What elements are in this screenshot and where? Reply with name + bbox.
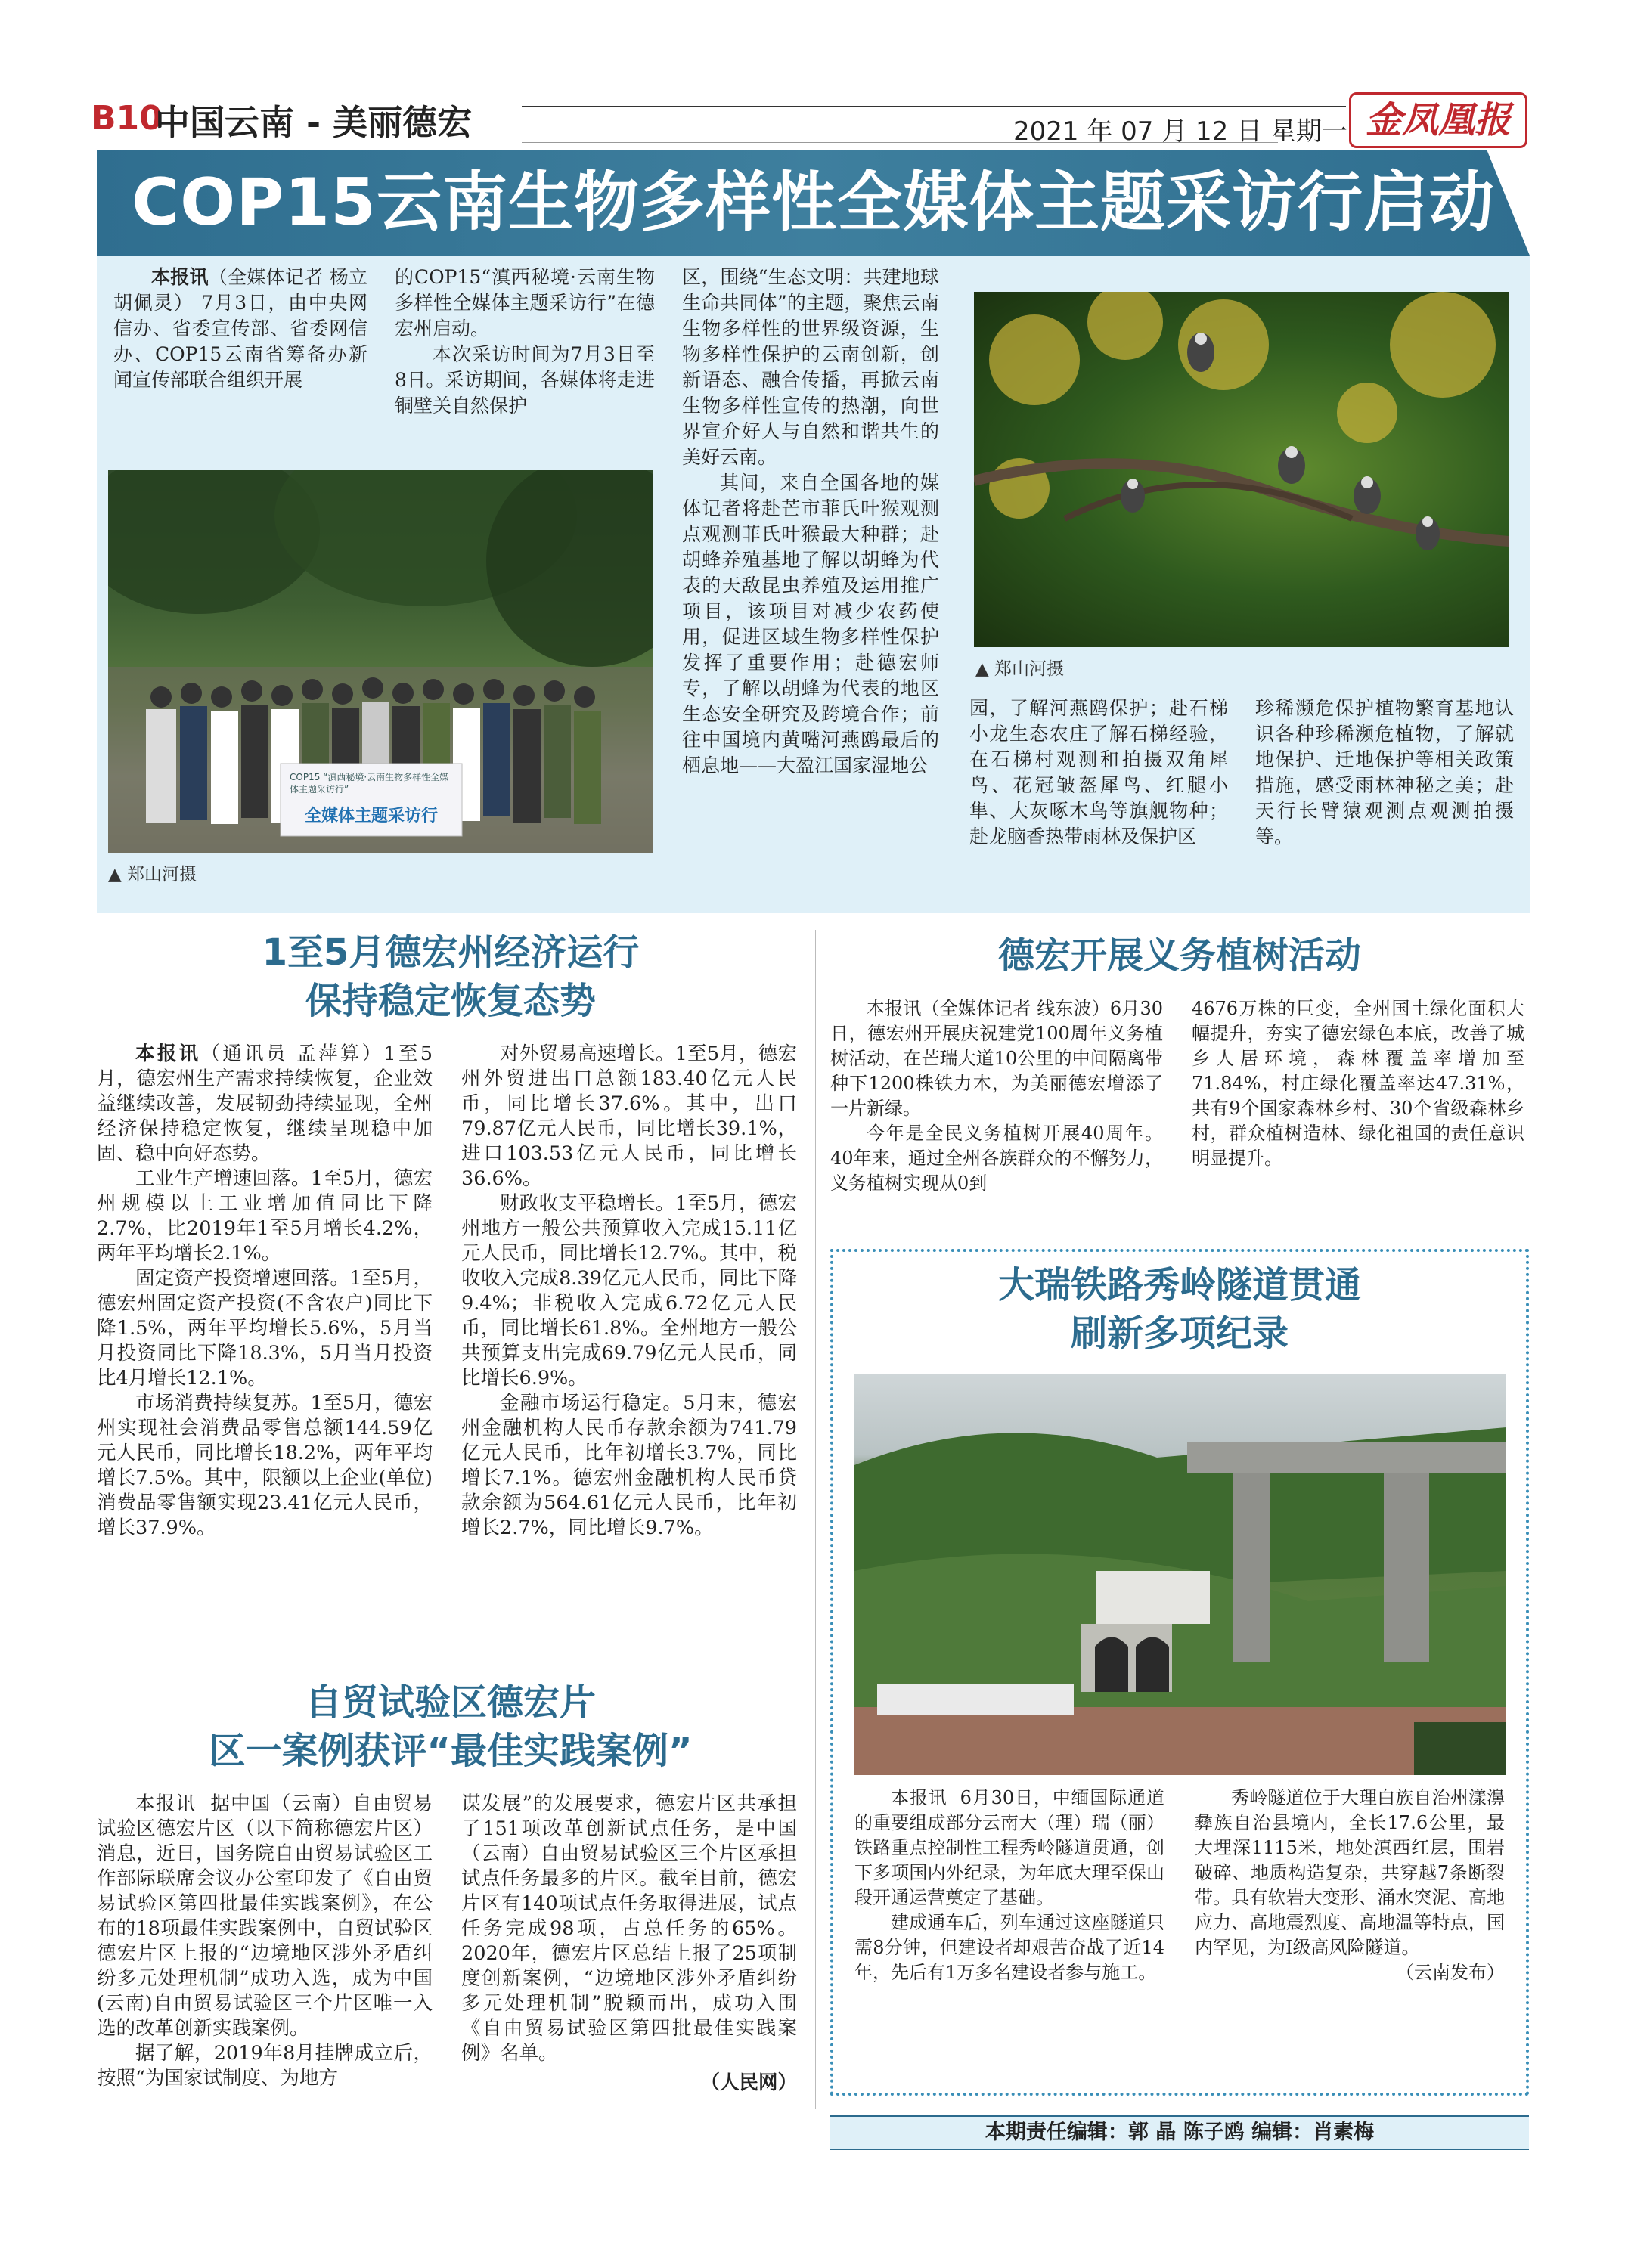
trees-paragraph: 今年是全民义务植树开展40周年。40年来，通过全州各族群众的不懈努力，义务植树实现从0到 [830, 1123, 1163, 1194]
trees-paragraph: 4676万株的巨变，全州国土绿化面积大幅提升，夯实了德宏绿色本底，改善了城乡人居环境，森林覆盖率增加至71.84%，村庄绿化覆盖率达47.31%，共有9个国家森林乡村、30个省级森林乡村，群众植树造林、绿化祖国的责任意识明显提升。 [1192, 998, 1524, 1169]
trees-paragraph: 本报讯（全媒体记者 线东波）6月30日，德宏州开展庆祝建党100周年义务植树活动，在芒瑞大道10公里的中间隔离带种下1200株铁力木，为美丽德宏增添了一片新绿。 [830, 998, 1164, 1119]
economy-column-1 [97, 1042, 433, 1541]
trees-column-2 [1192, 996, 1524, 1171]
column-divider [815, 930, 816, 2109]
monkey-photo [974, 292, 1509, 647]
header-rule [522, 106, 1346, 107]
source-credit: （人民网） [700, 2071, 797, 2094]
tunnel-photo [854, 1374, 1506, 1775]
editor-credits: 本期责任编辑：郭 晶 陈子鸥 编辑：肖素梅 [985, 2121, 1375, 2144]
economy-paragraph: 对外贸易高速增长。1至5月，德宏州外贸进出口总额183.40亿元人民币，同比增长37.6%。其中，出口79.87亿元人民币，同比增长39.1%，进口103.53亿元人民币，同比增长36.6%。 [461, 1043, 797, 1190]
page-number: B10 [91, 99, 163, 138]
banner-small-text: COP15 “滇西秘境·云南生物多样性全媒体主题采访行” [290, 772, 449, 795]
cop15-paragraph: 园，了解河燕鸥保护；赴石梯小龙生态农庄了解石梯经验，在石梯村观测和拍摄双角犀鸟、花冠皱盔犀鸟、红腿小隼、大灰啄木鸟等旗舰物种；赴龙脑香热带雨林及保护区 [969, 697, 1228, 847]
ftz-column-2 [461, 1792, 797, 2096]
cop15-paragraph: 的COP15“滇西秘境·云南生物多样性全媒体主题采访行”在德宏州启动。 [395, 266, 655, 339]
banner-title: COP15云南生物多样性全媒体主题采访行启动 [132, 165, 1495, 240]
tunnel-paragraph: 建成通车后，列车通过这座隧道只需8分钟，但建设者却艰苦奋战了近14年，先后有1万多名建设者参与施工。 [854, 1912, 1164, 1983]
ftz-headline: 自贸试验区德宏片 区一案例获评“最佳实践案例” [209, 1681, 693, 1772]
cop15-column-3 [682, 265, 939, 779]
economy-paragraph: 工业生产增速回落。1至5月，德宏州规模以上工业增加值同比下降2.7%，比2019年1至5月增长4.2%，两年平均增长2.1%。 [97, 1167, 433, 1265]
economy-paragraph: 财政收支平稳增长。1至5月，德宏州地方一般公共预算收入完成15.11亿元人民币，同比增长12.7%。其中，税收收入完成8.39亿元人民币，同比下降9.4%；非税收入完成6.72亿元人民币，同比增长61.8%。全州地方一般公共预算支出完成69.79亿元人民币，同比增长6.9%。 [461, 1192, 797, 1390]
tunnel-paragraph: 本报讯 6月30日，中缅国际通道的重要组成部分云南大（理）瑞（丽）铁路重点控制性工程秀岭隧道贯通，创下多项国内外纪录，为年底大理至保山段开通运营奠定了基础。 [854, 1787, 1165, 1908]
group-photo-illustration [108, 470, 653, 853]
trees-column-1 [830, 996, 1163, 1196]
banner-main-text: 全媒体主题采访行 [304, 807, 438, 826]
economy-column-2 [461, 1042, 797, 1541]
economy-paragraph: 固定资产投资增速回落。1至5月，德宏州固定资产投资(不含农户)同比下降1.5%，两年平均增长5.6%，5月当月投资同比下降18.3%，5月当月投资比4月增长12.1%。 [97, 1267, 433, 1390]
cop15-paragraph: 本次采访时间为7月3日至8日。采访期间，各媒体将走进铜壁关自然保护 [395, 343, 655, 417]
cop15-paragraph: 其间，来自全国各地的媒体记者将赴芒市菲氏叶猴观测点观测菲氏叶猴最大种群；赴胡蜂养殖基地了解以胡蜂为代表的天敌昆虫养殖及运用推广项目，该项目对减少农药使用，促进区域生物多样性保护发挥了重要作用；赴德宏师专，了解以胡蜂为代表的地区生态安全研究及跨境合作；前往中国境内黄嘴河燕鸥最后的栖息地——大盈江国家湿地公 [682, 472, 939, 776]
tunnel-paragraph: 秀岭隧道位于大理白族自治州漾濞彝族自治县境内，全长17.6公里，最大埋深1115米，地处滇西红层，围岩破碎、地质构造复杂，共穿越7条断裂带。具有软岩大变形、涌水突泥、高地应力、高地震烈度、高地温等特点，国内罕见，为Ⅰ级高风险隧道。 [1195, 1787, 1505, 1958]
cop15-paragraph: 区，围绕“生态文明：共建地球生命共同体”的主题，聚焦云南生物多样性的世界级资源，生物多样性保护的云南创新，创新语态、融合传播，再掀云南生物多样性宣传的热潮，向世界宣介好人与自然和谐共生的美好云南。 [682, 266, 939, 468]
issue-date: 2021 年 07 月 12 日 星期一 [1013, 116, 1347, 147]
source-credit: （云南发布） [1396, 1962, 1505, 1983]
group-photo [108, 470, 653, 853]
photo-credit: ▲ 郑山河摄 [975, 659, 1064, 679]
cop15-column-1 [113, 265, 367, 393]
cop15-column-5 [1255, 696, 1514, 850]
economy-paragraph: 金融市场运行稳定。5月末，德宏州金融机构人民币存款余额为741.79亿元人民币，比年初增长3.7%，同比增长7.1%。德宏州金融机构人民币贷款余额为564.61亿元人民币，比年初增长2.7%，同比增长9.7%。 [461, 1392, 797, 1539]
tunnel-headline: 大瑞铁路秀岭隧道贯通 刷新多项纪录 [997, 1264, 1361, 1355]
ftz-column-1 [97, 1792, 433, 2091]
cop15-paragraph: 珍稀濒危保护植物繁育基地认识各种珍稀濒危植物，了解就地保护、迁地保护等相关政策措施，感受雨林神秘之美；赴天行长臂猿观测点观测拍摄等。 [1255, 697, 1514, 847]
cop15-column-4 [969, 696, 1228, 850]
tunnel-photo-illustration [854, 1374, 1506, 1775]
economy-paragraph: 市场消费持续复苏。1至5月，德宏州实现社会消费品零售总额144.59亿元人民币，同比增长18.2%，两年平均增长7.5%。其中，限额以上企业(单位)消费品零售额实现23.41亿元人民币，增长37.9%。 [97, 1392, 433, 1539]
tunnel-column-1 [854, 1786, 1164, 1985]
ftz-paragraph: 本报讯 据中国（云南）自由贸易试验区德宏片区（以下简称德宏片区）消息，近日，国务院自由贸易试验区工作部际联席会议办公室印发了《自由贸易试验区第四批最佳实践案例》，在公布的18项最佳实践案例中，自贸试验区德宏片区上报的“边境地区涉外矛盾纠纷多元处理机制”成功入选，成为中国(云南)自由贸易试验区三个片区唯一入选的改革创新实践案例。 [97, 1792, 433, 2040]
cop15-column-2 [395, 265, 655, 419]
economy-headline: 1至5月德宏州经济运行 保持稳定恢复态势 [262, 931, 640, 1022]
trees-headline: 德宏开展义务植树活动 [997, 934, 1361, 977]
dateline: 本报讯 [151, 266, 209, 288]
tunnel-column-2 [1195, 1786, 1505, 1985]
monkey-photo-illustration [974, 292, 1509, 647]
photo-credit: ▲ 郑山河摄 [108, 865, 197, 885]
masthead-logo: 金凤凰报 [1349, 92, 1527, 148]
ftz-paragraph: 谋发展”的发展要求，德宏片区共承担了151项改革创新试点任务，是中国（云南）自由贸易试验区三个片区承担试点任务最多的片区。截至目前，德宏片区有140项试点任务取得进展，试点任务完成98项，占总任务的65%。2020年，德宏片区总结上报了25项制度创新案例，“边境地区涉外矛盾纠纷多元处理机制”脱颖而出，成功入围《自由贸易试验区第四批最佳实践案例》名单。 [461, 1792, 797, 2065]
section-title: 中国云南 - 美丽德宏 [155, 102, 473, 143]
ftz-paragraph: 据了解，2019年8月挂牌成立后，按照“为国家试制度、为地方 [97, 2042, 433, 2090]
economy-paragraph: 本报讯（通讯员 孟萍算）1至5月，德宏州生产需求持续恢复，企业效益继续改善，发展韧劲持续显现，全州经济保持稳定恢复，继续呈现稳中加固、稳中向好态势。 [97, 1043, 433, 1165]
cop15-paragraph: 本报讯（全媒体记者 杨立 胡佩灵） 7月3日，由中央网信办、省委宣传部、省委网信办、COP15云南省筹备办新闻宣传部联合组织开展 [113, 266, 367, 391]
